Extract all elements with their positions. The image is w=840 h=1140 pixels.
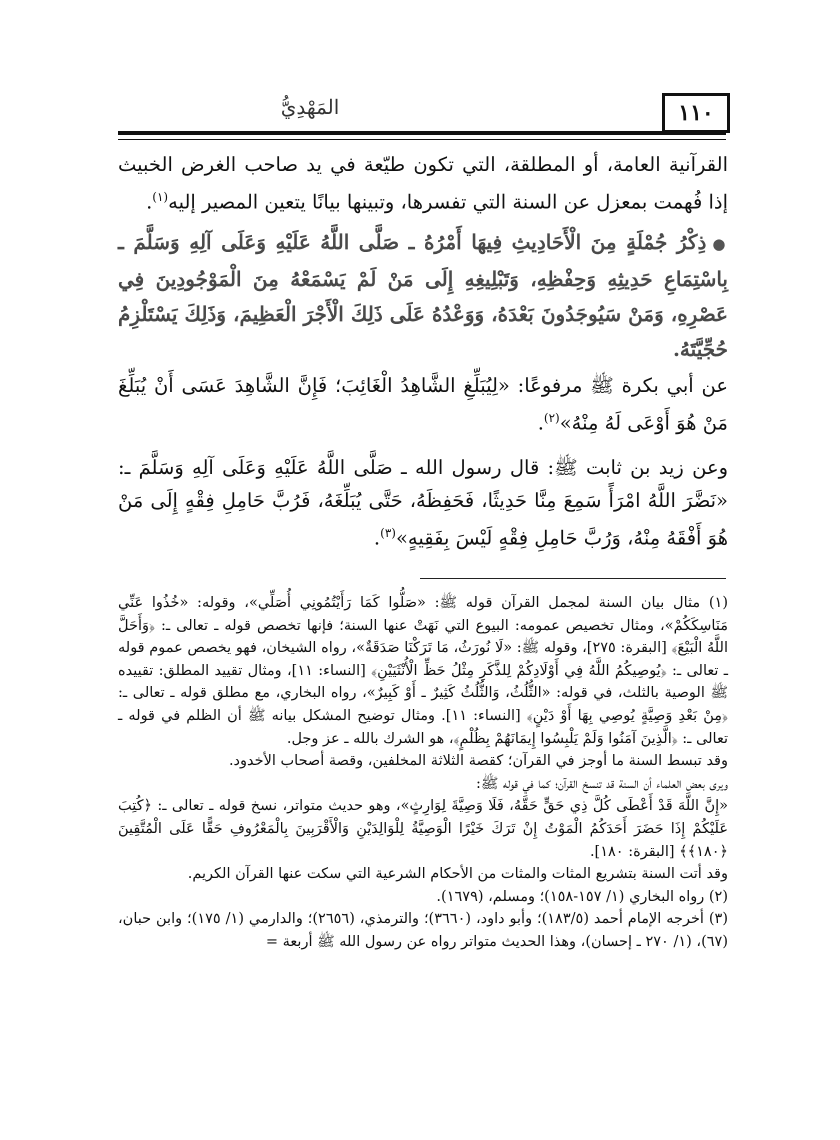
footnote-1-continued: وقد أتت السنة بتشريع المثات والمثات من الأحكام الشرعية التي سكت عنها القرآن الكريم. <box>187 866 728 883</box>
footnote-1-continued: وقد تبسط السنة ما أوجز في القرآن؛ كقصة الثلاثة المخلفين، وقصة أصحاب الأخدود. <box>228 753 728 770</box>
footnotes <box>118 592 728 954</box>
paragraph-2: عن أبي بكرة ﷺ مرفوعًا: «لِيُبَلِّغِ الشَّاهِدُ الْغَائِبَ؛ فَإِنَّ الشَّاهِدَ عَسَى أَنْ يُبَلِّغَ مَنْ هُوَ أَوْعَى لَهُ مِنْهُ»$^{(٢)}$. <box>118 373 728 434</box>
page-number: ١١٠ <box>662 93 730 133</box>
running-title: المَهْدِيُّ <box>280 95 340 119</box>
footnote-ref-2[interactable]: (٢) <box>543 410 560 425</box>
paragraph-3: وعن زيد بن ثابت ﷺ: قال رسول الله ـ صَلَّى اللَّهُ عَلَيْهِ وَعَلَى آلِهِ وَسَلَّمَ ـ: «نَضَّرَ اللَّهُ امْرَأً سَمِعَ مِنَّا حَدِيثًا، فَحَفِظَهُ، حَتَّى يُبَلِّغَهُ، فَرُبَّ حَامِلِ فِقْهٍ إِلَى مَنْ هُوَ أَفْقَهُ مِنْهُ، وَرُبَّ حَامِلِ فِقْهٍ لَيْسَ بِفَقِيهٍ»$^{(٣)}$. <box>118 456 728 550</box>
section-heading: ●ذِكْرُ جُمْلَةٍ مِنَ الْأَحَادِيثِ فِيهَا أَمْرُهُ ـ صَلَّى اللَّهُ عَلَيْهِ وَعَلَى آلِهِ وَسَلَّمَ ـ بِاسْتِمَاعِ حَدِيثِهِ وَحِفْظِهِ، وَتَبْلِيغِهِ إِلَى مَنْ لَمْ يَسْمَعْهُ مِنَ الْمَوْجُودِينَ فِي عَصْرِهِ، وَمَنْ سَيُوجَدُونَ بَعْدَهُ، وَوَعْدُهُ عَلَى ذَلِكَ الْأَجْرَ الْعَظِيمَ، وَذَلِكَ يَسْتَلْزِمُ حُجِّيَّتَهُ. <box>118 229 729 361</box>
header-rule-thick <box>118 131 726 135</box>
footnote-3: (٣) أخرجه الإمام أحمد (١٨٣/٥)؛ وأبو داود، (٣٦٦٠)؛ والترمذي، (٢٦٥٦)؛ والدارمي (١/ ١٧٥)؛ وابن حبان، (٦٧)، (١/ ٢٧٠ ـ إحسان)، وهذا الحديث متواتر رواه عن رسول الله ﷺ أربعة = <box>118 911 728 950</box>
footnote-separator <box>420 578 726 579</box>
bullet-icon: ● <box>712 234 729 253</box>
paragraph-1: القرآنية العامة، أو المطلقة، التي تكون طيّعة في يد صاحب الغرض الخبيث إذا فُهمت بمعزل عن السنة التي تفسرها، وتبينها بيانًا يتعين المصير إليه$^{(١)}$. <box>118 153 728 214</box>
main-text <box>118 148 728 558</box>
header-rule-thin <box>118 139 726 140</box>
footnote-ref-3[interactable]: (٣) <box>380 526 396 540</box>
footnote-2: (٢) رواه البخاري (١/ ١٥٧-١٥٨)؛ ومسلم، (١٦٧٩). <box>436 888 728 905</box>
footnote-1: (١) مثال بيان السنة لمجمل القرآن قوله ﷺ: «صَلُّوا كَمَا رَأَيْتُمُونِي أُصَلِّي»، وقوله: «خُذُوا عَنِّي مَنَاسِكَكُمْ»، ومثال تخصيص عمومه: البيوع التي نَهَتْ عنها السنة؛ فإنها تخصص قوله ـ تعالى ـ: ﴿وَأَحَلَّ اللَّهُ الْبَيْعَ﴾ [البقرة: ٢٧٥]، وقوله ﷺ: «لَا نُورَثُ، مَا تَرَكْنَا صَدَقَةٌ»، رواه الشيخان، فهو يخصص عموم قوله ـ تعالى ـ: ﴿يُوصِيكُمُ اللَّهُ فِي أَوْلَادِكُمْ لِلذَّكَرِ مِثْلُ حَظِّ الْأُنْثَيَيْنِ﴾ [النساء: ١١]، ومثال تقييد المطلق: تقييده ﷺ الوصية بالثلث، في قوله: «الثُّلُثُ، وَالثُّلُثُ كَثِيرٌ ـ أَوْ كَبِيرٌ»، رواه البخاري، مع مطلق قوله ـ تعالى ـ: ﴿مِنْ بَعْدِ وَصِيَّةٍ يُوصِي بِهَا أَوْ دَيْنٍ﴾ [النساء: ١١]. ومثال توضيح المشكل بيانه ﷺ أن الظلم في قوله ـ تعالى ـ: ﴿الَّذِينَ آمَنُوا وَلَمْ يَلْبِسُوا إِيمَانَهُمْ بِظُلْمٍ﴾، هو الشرك بالله ـ عز وجل. <box>118 595 729 747</box>
footnote-ref-1[interactable]: (١) <box>152 190 169 204</box>
footnote-1-continued: ويرى بعض العلماء أن السنة قد تنسخ القرآن؛ كما في قوله ﷺ: <box>476 775 728 792</box>
footnote-1-continued: «إِنَّ اللَّهَ قَدْ أَعْطَى كُلَّ ذِي حَقٍّ حَقَّهُ، فَلَا وَصِيَّةَ لِوَارِثٍ»، وهو حديث متواتر، نسخ قوله ـ تعالى ـ: ﴿كُتِبَ عَلَيْكُمْ إِذَا حَضَرَ أَحَدَكُمُ الْمَوْتُ إِنْ تَرَكَ خَيْرًا الْوَصِيَّةُ لِلْوَالِدَيْنِ وَالْأَقْرَبِينَ بِالْمَعْرُوفِ حَقًّا عَلَى الْمُتَّقِينَ ﴿١٨٠﴾﴾ [البقرة: ١٨٠]. <box>118 798 728 860</box>
